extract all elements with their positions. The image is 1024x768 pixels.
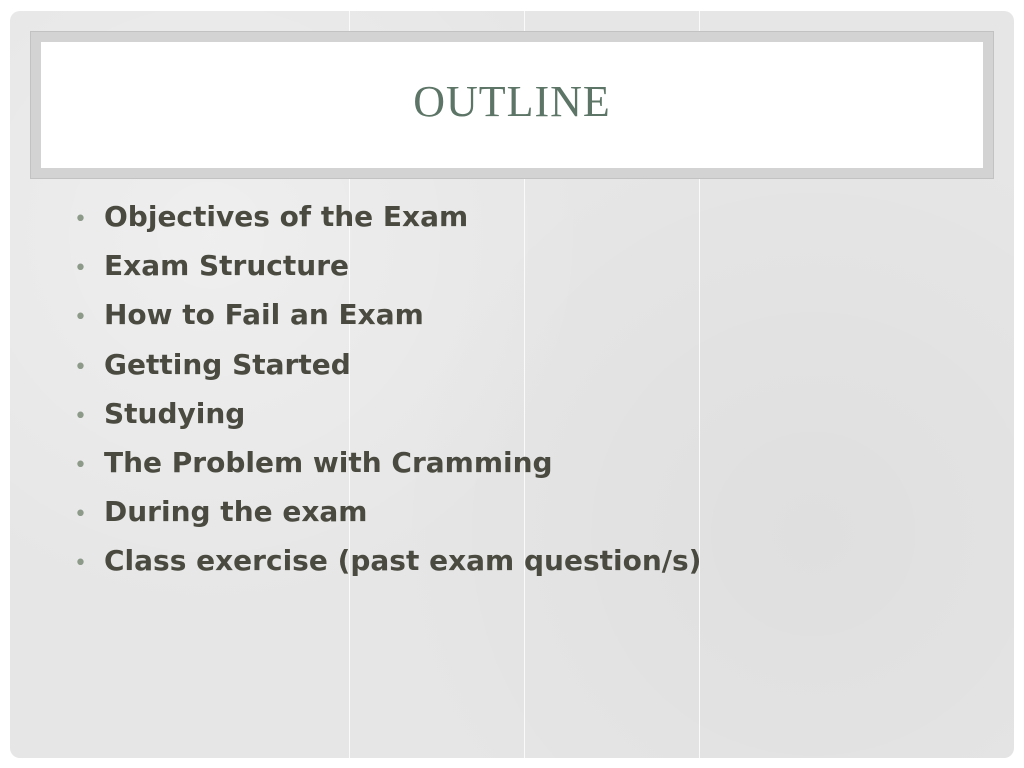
title-panel (41, 42, 983, 168)
list-item (70, 298, 701, 347)
bullet-icon: • (74, 403, 87, 429)
bullet-icon: • (74, 305, 87, 331)
list-item-text: Studying (104, 396, 246, 430)
list-item (70, 397, 701, 446)
list-item-text: Getting Started (104, 347, 351, 381)
outline-list (70, 200, 701, 594)
list-item (70, 544, 701, 593)
list-item-text: Class exercise (past exam question/s) (104, 544, 702, 578)
bullet-icon: • (74, 551, 87, 577)
list-item-text: During the exam (104, 495, 368, 529)
list-item (70, 446, 701, 495)
list-item (70, 200, 701, 249)
list-item-text: Exam Structure (104, 249, 350, 283)
bullet-icon: • (74, 452, 87, 478)
bullet-icon: • (74, 354, 87, 380)
slide (10, 11, 1014, 758)
list-item (70, 495, 701, 544)
list-item-text: How to Fail an Exam (104, 298, 424, 332)
list-item-text: Objectives of the Exam (104, 200, 469, 233)
list-item-text: The Problem with Cramming (104, 445, 553, 479)
bullet-icon: • (74, 256, 87, 282)
bullet-icon: • (74, 502, 87, 528)
bullet-icon: • (74, 207, 87, 232)
list-item (70, 249, 701, 298)
list-item (70, 348, 701, 397)
slide-title: OUTLINE (413, 76, 611, 126)
title-frame (30, 31, 994, 179)
